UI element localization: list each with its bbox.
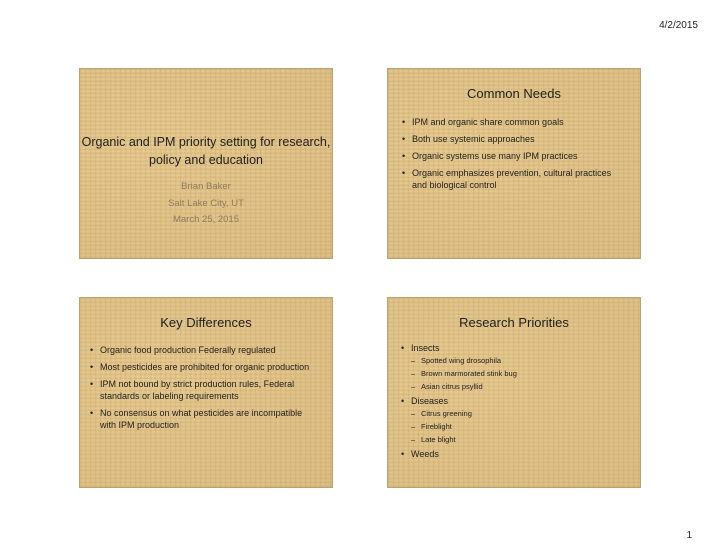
- location: Salt Lake City, UT: [168, 197, 244, 209]
- slide-title: Common Needs: [467, 86, 561, 101]
- bullet-list: [90, 344, 310, 436]
- bullet-item: • Organic systems use many IPM practices: [402, 150, 622, 162]
- bullet-list: [402, 116, 622, 196]
- sub-item: – Citrus greening: [411, 409, 622, 419]
- bullet-item: • IPM not bound by strict production rules, Federal standards or labeling requirements: [90, 378, 310, 402]
- bullet-item: [401, 448, 622, 460]
- author-name: Brian Baker: [181, 181, 231, 192]
- bullet-item: • No consensus on what pesticides are incompatible with IPM production: [90, 407, 310, 431]
- slide-research-priorities: [387, 297, 641, 488]
- slide-title-page: [79, 68, 333, 259]
- sub-item: – Brown marmorated stink bug: [411, 369, 622, 379]
- bullet-label: Insects: [411, 343, 440, 353]
- bullet-item: • Organic food production Federally regulated: [90, 344, 310, 356]
- sub-list: [411, 356, 622, 392]
- slide-key-differences: [79, 297, 333, 488]
- sub-item: – Late blight: [411, 435, 622, 445]
- slide-title: Research Priorities: [459, 315, 569, 330]
- page-number: 1: [686, 530, 692, 541]
- presentation-date: March 25, 2015: [172, 214, 239, 225]
- page-date: 4/2/2015: [659, 20, 698, 31]
- bullet-item: • Both use systemic approaches: [402, 133, 622, 145]
- bullet-label: Diseases: [411, 396, 449, 406]
- sub-item: – Asian citrus psyllid: [411, 382, 622, 392]
- bullet-item: [401, 395, 622, 445]
- bullet-list: [401, 342, 622, 465]
- slide-title: Key Differences: [160, 315, 252, 330]
- slide-subtitle: [80, 179, 332, 229]
- slide-title: Organic and IPM priority setting for research, policy and education: [81, 135, 331, 167]
- sub-item: – Spotted wing drosophila: [411, 356, 622, 366]
- bullet-item: [401, 342, 622, 392]
- slide-common-needs: [387, 68, 641, 259]
- bullet-item: • Most pesticides are prohibited for organic production: [90, 361, 310, 373]
- bullet-item: • IPM and organic share common goals: [402, 116, 622, 128]
- bullet-label: Weeds: [411, 449, 439, 459]
- sub-item: – Fireblight: [411, 422, 622, 432]
- bullet-item: • Organic emphasizes prevention, cultural practices and biological control: [402, 167, 622, 191]
- sub-list: [411, 409, 622, 445]
